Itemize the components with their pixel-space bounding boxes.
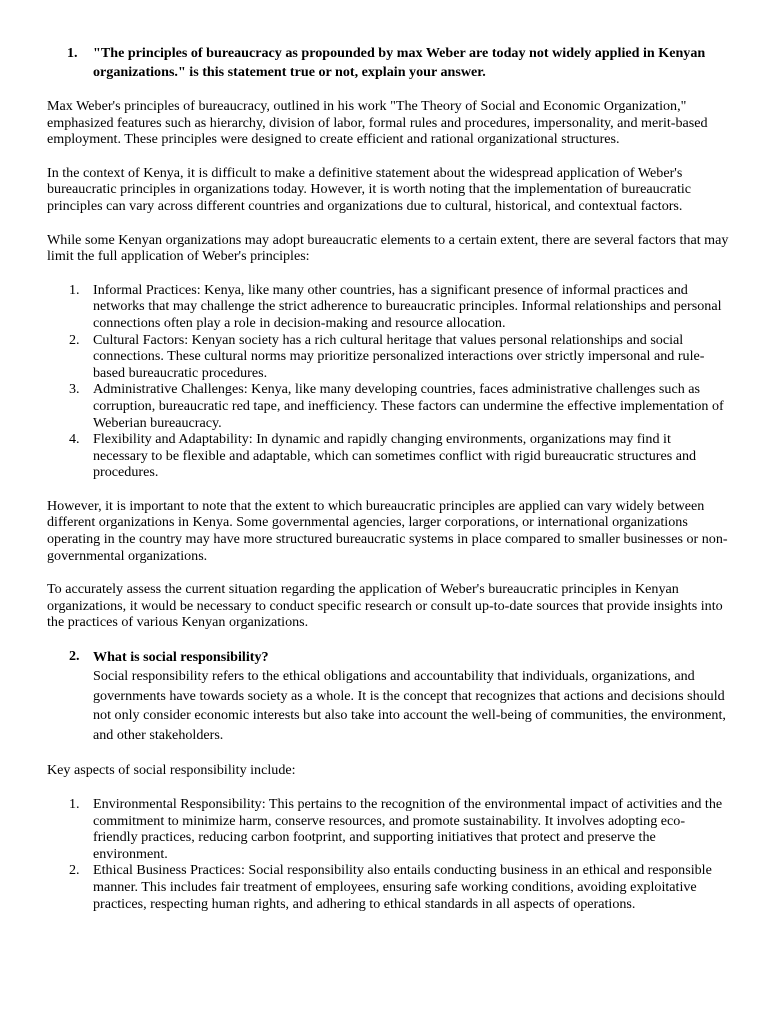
key-aspects-intro: Key aspects of social responsibility include: (47, 762, 296, 779)
document-body (47, 44, 729, 929)
question-1-title: "The principles of bureaucracy as propounded by max Weber are today not widely applied in Kenyan organizations." is this statement true or not, explain your answer. (93, 45, 706, 80)
list-item-number: 2. (69, 331, 80, 348)
paragraph: However, it is important to note that the extent to which bureaucratic principles are applied can vary widely between different organizations in Kenya. Some governmental agencies, larger corporations, or international organizations operating in the country may have more structured bureaucratic systems in place compared to smaller businesses or non-governmental organizations. (47, 497, 728, 564)
list-item-text: Administrative Challenges: Kenya, like many developing countries, faces administrative challenges such as corruption, bureaucratic red tape, and inefficiency. These factors can undermine the effective implementation of Weberian bureaucracy. (93, 381, 724, 431)
paragraph: While some Kenyan organizations may adopt bureaucratic elements to a certain extent, there are several factors that may limit the full application of Weber's principles: (47, 231, 729, 265)
list-item-number: 4. (69, 431, 80, 448)
list-item-number: 1. (69, 796, 80, 812)
list-item-text: Informal Practices: Kenya, like many other countries, has a significant presence of informal practices and networks that may challenge the strict adherence to bureaucratic principles. Informal relationships and personal connections often play a role in decision-making and resource allocation. (93, 281, 722, 331)
key-aspects-list (47, 796, 729, 912)
question-2-number: 2. (69, 648, 80, 665)
list-item (47, 332, 729, 382)
list-item (47, 796, 729, 862)
question-1-heading (47, 44, 729, 82)
list-item-number: 2. (69, 862, 80, 879)
list-item (47, 282, 729, 332)
list-item-text: Environmental Responsibility: This pertains to the recognition of the environmental impact of activities and the commitment to minimize harm, conserve resources, and promote sustainability. It involves adopting eco-friendly practices, reducing carbon footprint, and supporting initiatives that protect and preserve the environment. (93, 796, 723, 862)
question-1-number: 1. (67, 45, 78, 61)
paragraph: In the context of Kenya, it is difficult to make a definitive statement about the widespread application of Weber's bureaucratic principles in organizations today. However, it is worth noting that the implementation of bureaucratic principles can vary across different countries and organizations due to cultural, historical, and contextual factors. (47, 164, 692, 214)
list-item-text: Flexibility and Adaptability: In dynamic and rapidly changing environments, organizations may find it necessary to be flexible and adaptable, which can sometimes conflict with rigid bureaucratic structures and procedures. (93, 431, 697, 481)
list-item-text: Ethical Business Practices: Social responsibility also entails conducting business in an ethical and responsible manner. This includes fair treatment of employees, ensuring safe working conditions, avoiding exploitative practices, respecting human rights, and adhering to ethical standards in all aspects of operations. (93, 862, 712, 912)
list-item (47, 862, 729, 912)
paragraph: Max Weber's principles of bureaucracy, outlined in his work "The Theory of Social and Economic Organization," emphasized features such as hierarchy, division of labor, formal rules and procedures, impersonality, and merit-based employment. These principles were designed to create efficient and rational organizational structures. (47, 98, 708, 148)
factors-list (47, 282, 729, 481)
question-2-title: What is social responsibility? (93, 649, 269, 666)
list-item-number: 3. (69, 381, 80, 398)
list-item (47, 431, 729, 481)
question-2-answer: Social responsibility refers to the ethical obligations and accountability that individuals, organizations, and governments have towards society as a whole. It is the concept that recognizes that actions and decisions should not only consider economic interests but also take into account the well-being of communities, the environment, and other stakeholders. (93, 668, 726, 743)
paragraph: To accurately assess the current situation regarding the application of Weber's bureaucratic principles in Kenyan organizations, it would be necessary to conduct specific research or consult up-to-date sources that provide insights into the practices of various Kenyan organizations. (47, 581, 723, 631)
list-item (47, 381, 729, 431)
list-item-text: Cultural Factors: Kenyan society has a rich cultural heritage that values personal relationships and social connections. These cultural norms may prioritize personalized interactions over strictly impersonal and rule-based bureaucratic procedures. (93, 331, 705, 381)
list-item-number: 1. (69, 281, 80, 298)
question-2-block (47, 648, 729, 745)
